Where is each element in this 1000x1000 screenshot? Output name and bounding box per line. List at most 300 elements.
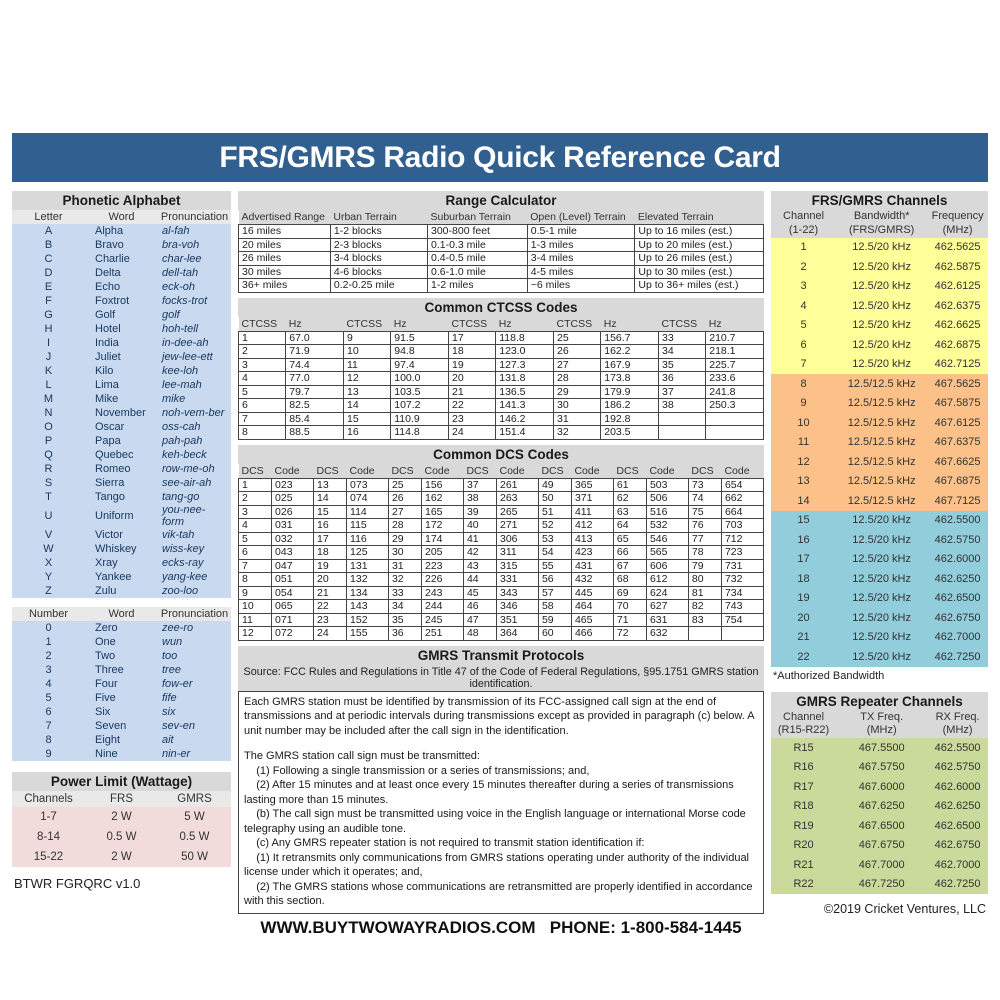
cell: 114 xyxy=(347,505,389,519)
cell: 64 xyxy=(613,519,646,533)
column-header: CTCSS xyxy=(344,317,391,332)
cell: 351 xyxy=(496,613,538,627)
cell: 81 xyxy=(688,586,721,600)
cell: B xyxy=(12,238,85,252)
cell: 21 xyxy=(449,385,496,399)
cell: 19 xyxy=(771,589,836,609)
cell: 72 xyxy=(613,627,646,641)
column-header: DCS xyxy=(463,464,496,479)
cell: H xyxy=(12,322,85,336)
cell xyxy=(721,627,763,641)
cell: 77 xyxy=(688,532,721,546)
cell: 47 xyxy=(463,613,496,627)
table-row xyxy=(771,628,988,648)
cell: ~6 miles xyxy=(527,279,635,293)
cell: 331 xyxy=(496,573,538,587)
phonetic-numbers-table xyxy=(12,607,231,761)
column-header: Hz xyxy=(496,317,554,332)
cell: noh-vem-ber xyxy=(158,406,231,420)
cell: 2 W xyxy=(85,807,158,827)
cell: 346 xyxy=(496,600,538,614)
cell: 74.4 xyxy=(286,358,344,372)
column-header: Code xyxy=(721,464,763,479)
table-row xyxy=(12,621,231,635)
column-header: CTCSS xyxy=(449,317,496,332)
protocol-paragraph: (b) The call sign must be transmitted using voice in the English language or international Morse code telegraphy using an audible tone. xyxy=(244,808,749,835)
cell: 22 xyxy=(771,647,836,667)
cell: 462.5625 xyxy=(927,238,988,258)
cell: 462.5750 xyxy=(927,530,988,550)
protocols-title: GMRS Transmit Protocols xyxy=(238,646,764,665)
cell: too xyxy=(158,649,231,663)
cell: 12.5/12.5 kHz xyxy=(836,472,927,492)
cell: 30 xyxy=(554,399,601,413)
phonetic-table-header xyxy=(12,210,231,224)
cell: 8 xyxy=(771,374,836,394)
table-row xyxy=(771,569,988,589)
cell: 88.5 xyxy=(286,426,344,440)
cell: 265 xyxy=(496,505,538,519)
cell: 462.7125 xyxy=(927,355,988,375)
cell: you-nee-form xyxy=(158,504,231,528)
cell: 28 xyxy=(554,372,601,386)
table-row xyxy=(771,738,988,758)
cell: 233.6 xyxy=(706,372,764,386)
cell: 10 xyxy=(239,600,272,614)
cell: 20 xyxy=(449,372,496,386)
cell: 432 xyxy=(571,573,613,587)
cell: tree xyxy=(158,663,231,677)
table-row xyxy=(12,364,231,378)
table-row xyxy=(771,797,988,817)
cell: 172 xyxy=(422,519,464,533)
column-subheader: (1-22) xyxy=(771,224,836,238)
cell: 36+ miles xyxy=(239,279,331,293)
table-row xyxy=(771,855,988,875)
protocols-body xyxy=(238,691,764,914)
column-subheader: (FRS/GMRS) xyxy=(836,224,927,238)
table-row xyxy=(12,434,231,448)
power-limit-table xyxy=(12,791,231,867)
phone-label: PHONE: 1-800-584-1445 xyxy=(549,917,742,937)
table-row xyxy=(239,573,764,587)
cell: 467.6500 xyxy=(836,816,927,836)
cell: Nine xyxy=(85,747,158,761)
cell: 051 xyxy=(272,573,314,587)
table-row xyxy=(12,322,231,336)
cell: 12.5/12.5 kHz xyxy=(836,491,927,511)
cell: 12 xyxy=(239,627,272,641)
cell: 467.6875 xyxy=(927,472,988,492)
cell: 179.9 xyxy=(601,385,659,399)
cell: D xyxy=(12,266,85,280)
table-row xyxy=(771,647,988,667)
dcs-table xyxy=(238,464,764,641)
cell: 71.9 xyxy=(286,345,344,359)
cell: One xyxy=(85,635,158,649)
table-row xyxy=(239,345,764,359)
cell: U xyxy=(12,504,85,528)
cell: 3 xyxy=(239,358,286,372)
ctcss-table-body xyxy=(239,331,764,439)
contact-footer xyxy=(238,918,764,938)
cell: 7 xyxy=(12,719,85,733)
cell: Foxtrot xyxy=(85,294,158,308)
cell: 12.5/20 kHz xyxy=(836,316,927,336)
cell: 40 xyxy=(463,519,496,533)
table-row xyxy=(12,392,231,406)
cell: 462.6250 xyxy=(927,569,988,589)
column-header: Code xyxy=(347,464,389,479)
cell: 110.9 xyxy=(391,412,449,426)
table-row xyxy=(12,691,231,705)
cell: 35 xyxy=(659,358,706,372)
ctcss-table-header xyxy=(239,317,764,332)
cell: 152 xyxy=(347,613,389,627)
cell: 52 xyxy=(538,519,571,533)
table-row xyxy=(771,511,988,531)
cell: 462.6750 xyxy=(927,836,988,856)
table-row xyxy=(239,627,764,641)
frs-gmrs-channels-section xyxy=(771,191,988,682)
cell: wiss-key xyxy=(158,542,231,556)
cell: 127.3 xyxy=(496,358,554,372)
cell: V xyxy=(12,528,85,542)
cell: 8 xyxy=(239,426,286,440)
cell: 186.2 xyxy=(601,399,659,413)
cell: 12 xyxy=(771,452,836,472)
cell: 24 xyxy=(313,627,346,641)
cell: 0.5 W xyxy=(158,827,231,847)
column-header: Open (Level) Terrain xyxy=(527,210,635,225)
cell: Up to 36+ miles (est.) xyxy=(635,279,764,293)
cell: 55 xyxy=(538,559,571,573)
cell: 82.5 xyxy=(286,399,344,413)
table-row xyxy=(12,542,231,556)
cell: 31 xyxy=(388,559,421,573)
table-row xyxy=(239,399,764,413)
cell: 125 xyxy=(347,546,389,560)
cell: 17 xyxy=(771,550,836,570)
cell: 1 xyxy=(239,478,272,492)
cell: A xyxy=(12,224,85,238)
cell: 2-3 blocks xyxy=(330,238,427,252)
cell: 79.7 xyxy=(286,385,344,399)
cell: 115 xyxy=(347,519,389,533)
cell: 118.8 xyxy=(496,331,554,345)
cell: 70 xyxy=(613,600,646,614)
table-row xyxy=(771,296,988,316)
table-row xyxy=(239,519,764,533)
table-row xyxy=(12,649,231,663)
cell: lee-mah xyxy=(158,378,231,392)
cell xyxy=(659,426,706,440)
table-row xyxy=(239,412,764,426)
column-header: DCS xyxy=(239,464,272,479)
table-row xyxy=(771,316,988,336)
dcs-codes-section xyxy=(238,445,764,641)
table-row xyxy=(771,257,988,277)
cell: 134 xyxy=(347,586,389,600)
cell: 12.5/20 kHz xyxy=(836,511,927,531)
cell: 151.4 xyxy=(496,426,554,440)
cell: 3-4 blocks xyxy=(330,252,427,266)
column-header: Code xyxy=(571,464,613,479)
cell: 26 xyxy=(554,345,601,359)
cell: Seven xyxy=(85,719,158,733)
cell: 12.5/20 kHz xyxy=(836,608,927,628)
table-row xyxy=(239,600,764,614)
cell xyxy=(706,426,764,440)
cell: tang-go xyxy=(158,490,231,504)
cell: Three xyxy=(85,663,158,677)
cell: 271 xyxy=(496,519,538,533)
dcs-table-body xyxy=(239,478,764,640)
repeater-table-body xyxy=(771,738,988,894)
cell: 054 xyxy=(272,586,314,600)
cell: 462.7250 xyxy=(927,647,988,667)
cell: 3 xyxy=(239,505,272,519)
cell: 25 xyxy=(554,331,601,345)
cell: 503 xyxy=(646,478,688,492)
cell: 37 xyxy=(463,478,496,492)
cell: 26 miles xyxy=(239,252,331,266)
cell: 46 xyxy=(463,600,496,614)
cell: 12.5/12.5 kHz xyxy=(836,452,927,472)
range-calculator-title: Range Calculator xyxy=(238,191,764,210)
cell: 82 xyxy=(688,600,721,614)
cell: 31 xyxy=(554,412,601,426)
cell: 411 xyxy=(571,505,613,519)
cell: 4 xyxy=(239,372,286,386)
column-subheader: (MHz) xyxy=(927,224,988,238)
cell: 431 xyxy=(571,559,613,573)
column-header: Word xyxy=(85,210,158,224)
table-row xyxy=(12,677,231,691)
cell: R20 xyxy=(771,836,836,856)
column-header: CTCSS xyxy=(554,317,601,332)
table-row xyxy=(771,277,988,297)
cell: Echo xyxy=(85,280,158,294)
phonetic-section-title: Phonetic Alphabet xyxy=(12,191,231,210)
table-row xyxy=(239,613,764,627)
table-row xyxy=(12,308,231,322)
numbers-table-body xyxy=(12,621,231,761)
cell: 107.2 xyxy=(391,399,449,413)
cell: 9 xyxy=(239,586,272,600)
cell: 210.7 xyxy=(706,331,764,345)
cell: zee-ro xyxy=(158,621,231,635)
copyright-label: ©2019 Cricket Ventures, LLC xyxy=(823,902,986,916)
cell: 63 xyxy=(613,505,646,519)
channels-table xyxy=(771,210,988,667)
cell: 311 xyxy=(496,546,538,560)
cell: Hotel xyxy=(85,322,158,336)
cell: 21 xyxy=(771,628,836,648)
cell: 17 xyxy=(313,532,346,546)
cell: 45 xyxy=(463,586,496,600)
phonetic-alphabet-section xyxy=(12,191,231,598)
cell: 1-3 miles xyxy=(527,238,635,252)
column-header: CTCSS xyxy=(659,317,706,332)
cell: 146.2 xyxy=(496,412,554,426)
cell: 14 xyxy=(313,492,346,506)
cell: 0.5-1 mile xyxy=(527,225,635,239)
protocol-paragraph: (c) Any GMRS repeater station is not required to transmit station identification if: xyxy=(244,837,645,850)
column-header: Letter xyxy=(12,210,85,224)
cell: R18 xyxy=(771,797,836,817)
cell: 62 xyxy=(613,492,646,506)
table-row xyxy=(12,490,231,504)
cell: 167.9 xyxy=(601,358,659,372)
table-row xyxy=(12,476,231,490)
cell: char-lee xyxy=(158,252,231,266)
cell: 192.8 xyxy=(601,412,659,426)
cell: 462.5875 xyxy=(927,257,988,277)
cell: 423 xyxy=(571,546,613,560)
column-header: Hz xyxy=(601,317,659,332)
cell: 5 xyxy=(771,316,836,336)
cell: 031 xyxy=(272,519,314,533)
cell: 754 xyxy=(721,613,763,627)
cell: 53 xyxy=(538,532,571,546)
cell: 20 xyxy=(313,573,346,587)
cell: Up to 30 miles (est.) xyxy=(635,265,764,279)
cell: 114.8 xyxy=(391,426,449,440)
cell: 22 xyxy=(313,600,346,614)
cell: 612 xyxy=(646,573,688,587)
cell: 8 xyxy=(12,733,85,747)
phonetic-table-body xyxy=(12,224,231,598)
cell: vik-tah xyxy=(158,528,231,542)
cell: 59 xyxy=(538,613,571,627)
cell: 79 xyxy=(688,559,721,573)
cell: C xyxy=(12,252,85,266)
protocol-paragraph: Each GMRS station must be identified by transmission of its FCC-assigned call sign at the end of transmissions and at periodic intervals during transmissions except as provided in paragraph (c) below. A unit number may be included after the call sign in the identification. xyxy=(244,695,757,737)
table-row xyxy=(771,530,988,550)
table-row xyxy=(12,280,231,294)
cell: 30 miles xyxy=(239,265,331,279)
cell: 7 xyxy=(239,412,286,426)
table-row xyxy=(771,608,988,628)
cell: 251 xyxy=(422,627,464,641)
cell: 664 xyxy=(721,505,763,519)
cell: 1-7 xyxy=(12,807,85,827)
cell: 467.5625 xyxy=(927,374,988,394)
cell: 12.5/20 kHz xyxy=(836,589,927,609)
cell: R22 xyxy=(771,875,836,895)
cell: Lima xyxy=(85,378,158,392)
cell: 5 xyxy=(12,691,85,705)
cell: 12.5/20 kHz xyxy=(836,355,927,375)
cell: 462.6875 xyxy=(927,335,988,355)
phonetic-numbers-section xyxy=(12,607,231,761)
cell: 218.1 xyxy=(706,345,764,359)
cell: 0 xyxy=(12,621,85,635)
cell: 78 xyxy=(688,546,721,560)
cell: 67 xyxy=(613,559,646,573)
website-label: WWW.BUYTWOWAYRADIOS.COM xyxy=(260,917,536,937)
cell: 0.2-0.25 mile xyxy=(330,279,427,293)
cell: 6 xyxy=(771,335,836,355)
table-row xyxy=(771,394,988,414)
cell: 462.6500 xyxy=(927,589,988,609)
cell: 4 xyxy=(12,677,85,691)
table-row xyxy=(239,265,764,279)
table-row xyxy=(771,335,988,355)
cell: 632 xyxy=(646,627,688,641)
table-row xyxy=(12,807,231,827)
cell: W xyxy=(12,542,85,556)
transmit-protocols-section xyxy=(238,646,764,914)
cell: 445 xyxy=(571,586,613,600)
cell: 0.4-0.5 mile xyxy=(428,252,528,266)
cell: 2 xyxy=(239,492,272,506)
cell: Kilo xyxy=(85,364,158,378)
cell: 065 xyxy=(272,600,314,614)
cell: 12.5/12.5 kHz xyxy=(836,433,927,453)
cell: oss-cah xyxy=(158,420,231,434)
cell: 073 xyxy=(347,478,389,492)
cell: 51 xyxy=(538,505,571,519)
column-header: Channel xyxy=(771,210,836,224)
cell: eck-oh xyxy=(158,280,231,294)
cell xyxy=(706,412,764,426)
cell: 203.5 xyxy=(601,426,659,440)
cell: fife xyxy=(158,691,231,705)
cell: 71 xyxy=(613,613,646,627)
cell: Zulu xyxy=(85,584,158,598)
cell: nin-er xyxy=(158,747,231,761)
table-row xyxy=(239,358,764,372)
cell: 91.5 xyxy=(391,331,449,345)
table-row xyxy=(239,532,764,546)
table-row xyxy=(239,238,764,252)
cell: 27 xyxy=(554,358,601,372)
cell: S xyxy=(12,476,85,490)
cell: 15 xyxy=(344,412,391,426)
cell: 173.8 xyxy=(601,372,659,386)
cell: 16 xyxy=(771,530,836,550)
cell: see-air-ah xyxy=(158,476,231,490)
cell: 3 xyxy=(771,277,836,297)
cell: 7 xyxy=(771,355,836,375)
cell: R15 xyxy=(771,738,836,758)
cell: 162.2 xyxy=(601,345,659,359)
middle-column xyxy=(238,191,764,938)
cell: 4-6 blocks xyxy=(330,265,427,279)
cell: 13 xyxy=(771,472,836,492)
cell: 12.5/20 kHz xyxy=(836,257,927,277)
cell: 60 xyxy=(538,627,571,641)
cell xyxy=(688,627,721,641)
cell: 67.0 xyxy=(286,331,344,345)
table-row xyxy=(771,491,988,511)
cell: 23 xyxy=(313,613,346,627)
range-calculator-table xyxy=(238,210,764,293)
cell: 1-2 blocks xyxy=(330,225,427,239)
cell: O xyxy=(12,420,85,434)
cell: dell-tah xyxy=(158,266,231,280)
column-header: DCS xyxy=(388,464,421,479)
cell: 76 xyxy=(688,519,721,533)
cell: 546 xyxy=(646,532,688,546)
cell: 2 xyxy=(239,345,286,359)
cell: 074 xyxy=(347,492,389,506)
table-row xyxy=(771,433,988,453)
cell: 56 xyxy=(538,573,571,587)
table-row xyxy=(771,472,988,492)
